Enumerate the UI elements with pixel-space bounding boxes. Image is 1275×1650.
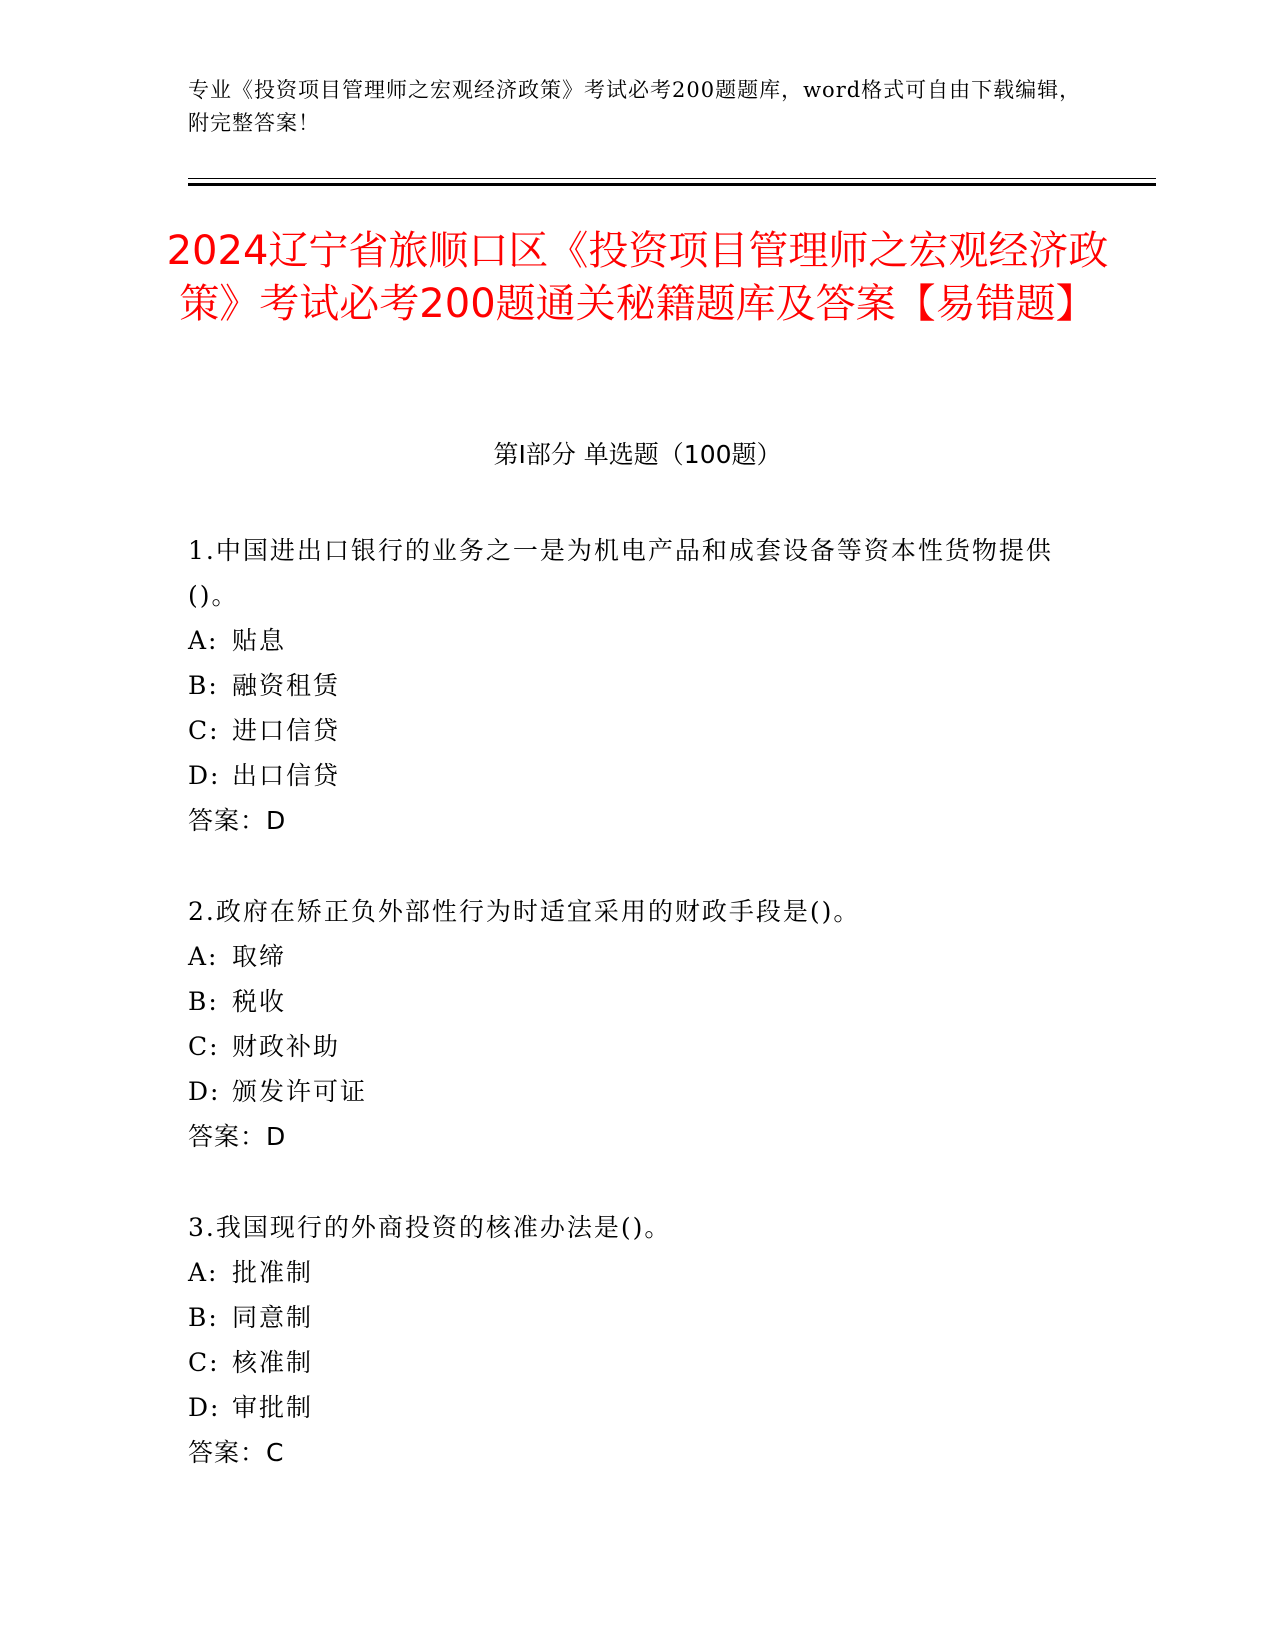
option-text: 颁发许可证 <box>232 1077 368 1106</box>
option-text: 税收 <box>232 987 287 1016</box>
question-spacer <box>188 843 1068 889</box>
option-text: 融资租赁 <box>232 671 341 700</box>
header-divider-thick <box>188 183 1156 186</box>
header-divider-thin <box>188 178 1156 179</box>
question-stem: 1.中国进出口银行的业务之一是为机电产品和成套设备等资本性货物提供()。 <box>188 536 1053 610</box>
option-c <box>188 1340 1068 1385</box>
option-a <box>188 1250 1068 1295</box>
option-text: 同意制 <box>232 1303 314 1332</box>
question-3 <box>188 1205 1068 1475</box>
option-key: D: <box>188 1077 221 1106</box>
option-text: 贴息 <box>232 626 287 655</box>
option-a <box>188 934 1068 979</box>
section-heading: 第I部分 单选题（100题） <box>493 440 782 469</box>
option-d <box>188 1385 1068 1430</box>
option-d <box>188 753 1068 798</box>
option-key: D: <box>188 1393 221 1422</box>
option-key: A: <box>188 1258 219 1287</box>
option-key: C: <box>188 1348 220 1377</box>
option-c <box>188 1024 1068 1069</box>
document-title: 2024辽宁省旅顺口区《投资项目管理师之宏观经济政策》考试必考200题通关秘籍题库及答案【易错题】 <box>166 228 1109 327</box>
question-2 <box>188 889 1068 1159</box>
question-1 <box>188 528 1068 843</box>
option-key: A: <box>188 626 219 655</box>
option-text: 审批制 <box>232 1393 314 1422</box>
option-key: C: <box>188 716 220 745</box>
option-key: B: <box>188 987 219 1016</box>
option-c <box>188 708 1068 753</box>
option-key: D: <box>188 761 221 790</box>
option-d <box>188 1069 1068 1114</box>
option-text: 出口信贷 <box>232 761 341 790</box>
option-a <box>188 618 1068 663</box>
option-text: 进口信贷 <box>232 716 341 745</box>
option-key: B: <box>188 671 219 700</box>
header-note: 专业《投资项目管理师之宏观经济政策》考试必考200题题库，word格式可自由下载编辑，附完整答案！ <box>188 78 1082 135</box>
question-spacer <box>188 1159 1068 1205</box>
option-text: 财政补助 <box>232 1032 341 1061</box>
question-list <box>188 528 1068 1475</box>
option-text: 核准制 <box>232 1348 314 1377</box>
option-text: 取缔 <box>232 942 287 971</box>
option-b <box>188 663 1068 708</box>
answer-line: 答案：D <box>188 1122 287 1151</box>
option-key: A: <box>188 942 219 971</box>
question-stem: 3.我国现行的外商投资的核准办法是()。 <box>188 1213 672 1242</box>
answer-line: 答案：C <box>188 1438 285 1467</box>
option-text: 批准制 <box>232 1258 314 1287</box>
option-b <box>188 979 1068 1024</box>
answer-line: 答案：D <box>188 806 287 835</box>
option-key: C: <box>188 1032 220 1061</box>
option-b <box>188 1295 1068 1340</box>
question-stem: 2.政府在矫正负外部性行为时适宜采用的财政手段是()。 <box>188 897 861 926</box>
option-key: B: <box>188 1303 219 1332</box>
